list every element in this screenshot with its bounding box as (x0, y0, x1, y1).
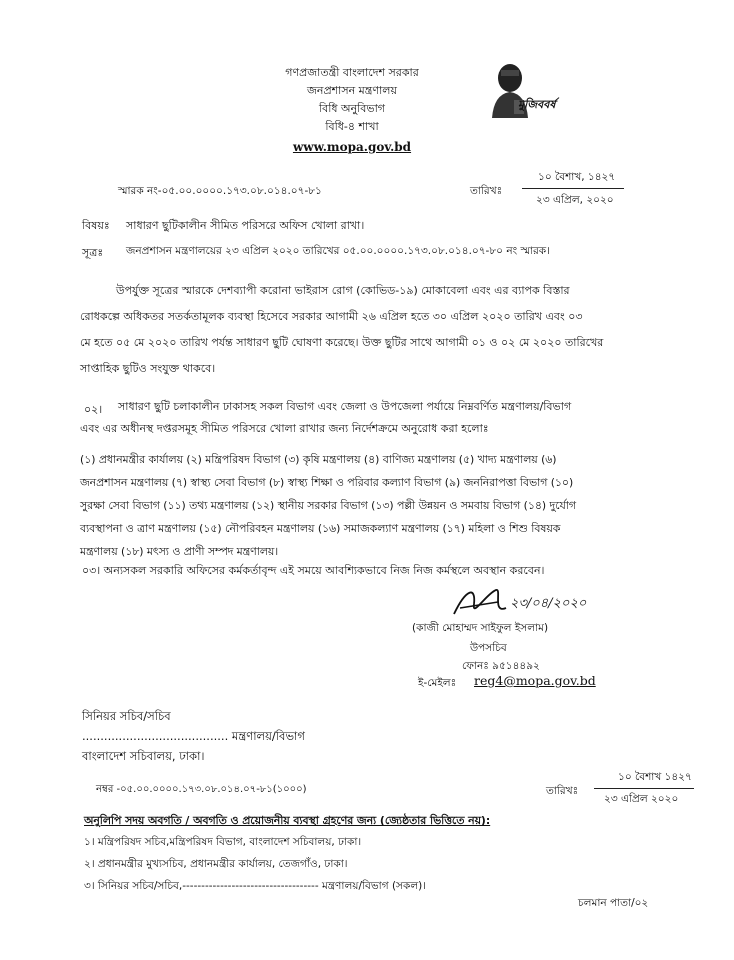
signatory-phone: ফোনঃ ৯৫১৪৪৯২ (462, 660, 540, 672)
paragraph-1-line: রোধকল্পে অধিকতর সতর্কতামূলক ব্যবস্থা হিসেবে সরকার আগামী ২৬ এপ্রিল হতে ৩০ এপ্রিল ২০২০ তারিখ এবং ০৩ (80, 310, 583, 323)
ministry-list-line: ব্যবস্থাপনা ও ত্রাণ মন্ত্রণালয় (১৫) নৌপরিবহন মন্ত্রণালয় (১৬) সমাজকল্যাণ মন্ত্রণালয় (১৭) মহিলা ও শিশু বিষয়ক (80, 522, 561, 535)
paragraph-2-cont (80, 418, 650, 440)
paragraph-1-line: উপর্যুক্ত সূত্রের স্মারকে দেশব্যাপী করোনা ভাইরাস রোগ (কোভিড-১৯) মোকাবেলা এবং এর ব্যাপক বিস্তার (116, 284, 570, 297)
reference-text: জনপ্রশাসন মন্ত্রণালয়ের ২৩ এপ্রিল ২০২০ তারিখের ০৫.০০.০০০০.১৭৩.০৮.০১৪.০৭-৮০ নং স্মারক। (126, 245, 550, 257)
memo2-date-english: ২৩ এপ্রিল ২০২০ (604, 793, 679, 805)
ministry-list-line: সুরক্ষা সেবা বিভাগ (১১) তথ্য মন্ত্রণালয় (১২) স্থানীয় সরকার বিভাগ (১৩) পল্লী উন্নয়ন ও সমবায় বিভাগ (১৪) দুর্যোগ (80, 499, 576, 512)
handwritten-signature (446, 584, 616, 624)
signature-date: ২৩/০৪/২০২০ (510, 596, 587, 611)
memo2-date-label: তারিখঃ (546, 785, 579, 797)
memo-ref-number: স্মারক নং-০৫.০০.০০০০.১৭৩.০৮.০১৪.০৭-৮১ (118, 185, 322, 197)
signatory-name: (কাজী মোহাম্মদ সাইফুল ইসলাম) (412, 622, 549, 634)
paragraph-2-line: এবং এর অধীনস্থ দপ্তরসমূহ সীমিত পরিসরে খোলা রাখার জন্য নির্দেশক্রমে অনুরোধ করা হলোঃ (80, 422, 489, 435)
recipient-line-2: ........................................ মন্ত্রণালয়/বিভাগ (82, 729, 305, 743)
date-label: তারিখঃ (470, 185, 503, 197)
header-website[interactable]: www.mopa.gov.bd (292, 140, 412, 154)
signatory-email[interactable]: reg4@mopa.gov.bd (474, 673, 596, 688)
signatory-designation: উপসচিব (470, 642, 507, 654)
paragraph-3: ০৩। অন্যসকল সরকারি অফিসের কর্মকর্তাবৃন্দ এই সময়ে আবশ্যিকভাবে নিজ নিজ কর্মস্থলে অবস্থান করবেন। (82, 564, 545, 577)
signatory-email-label: ই-মেইলঃ (418, 677, 457, 689)
memo2-date-bangla: ১০ বৈশাখ ১৪২৭ (618, 771, 692, 783)
paragraph-1 (80, 278, 650, 382)
ministry-list (80, 448, 650, 563)
logo-lettering: মুজিববর্ষ (518, 98, 556, 111)
ministry-list-line: মন্ত্রণালয় (১৮) মৎস্য ও প্রাণী সম্পদ মন্ত্রণালয়। (80, 545, 279, 558)
memo2-date-divider (594, 788, 694, 789)
paragraph-1-line: সাপ্তাহিক ছুটিও সংযুক্ত থাকবে। (80, 362, 216, 375)
header-branch: বিধি-৪ শাখা (325, 120, 379, 133)
copy-item: ২। প্রধানমন্ত্রীর মুখ্যসচিব, প্রধানমন্ত্রীর কার্যালয়, তেজগাঁও, ঢাকা। (84, 858, 348, 870)
ministry-list-line: (১) প্রধানমন্ত্রীর কার্যালয় (২) মন্ত্রিপরিষদ বিভাগ (৩) কৃষি মন্ত্রণালয় (৪) বাণিজ্য মন্ত্রণালয় (৫) খাদ্য মন্ত্রণালয় (৬) (80, 453, 557, 466)
subject-text: সাধারণ ছুটিকালীন সীমিত পরিসরে অফিস খোলা রাখা। (126, 219, 365, 232)
date-divider (522, 188, 624, 189)
recipient-line-3: বাংলাদেশ সচিবালয়, ঢাকা। (82, 749, 205, 763)
date-bangla: ১০ বৈশাখ, ১৪২৭ (538, 171, 616, 183)
copy-heading: অনুলিপি সদয় অবগতি / অবগতি ও প্রয়োজনীয় ব্যবস্থা গ্রহণের জন্য (জ্যেষ্ঠতার ভিত্তিতে নয়): (84, 814, 491, 827)
header-ministry: জনপ্রশাসন মন্ত্রণালয় (307, 84, 397, 97)
reference-label: সূত্রঃ (82, 246, 104, 259)
date-english: ২৩ এপ্রিল, ২০২০ (536, 194, 614, 206)
continued-page-note: চলমান পাতা/০২ (578, 897, 649, 909)
paragraph-2-number: ০২। (84, 403, 103, 416)
paragraph-1-line: মে হতে ০৫ মে ২০২০ তারিখ পর্যন্ত সাধারণ ছুটি ঘোষণা করেছে। উক্ত ছুটির সাথে আগামী ০১ ও ০২ মে ২০২০ তারিখের (80, 336, 604, 349)
memo2-ref-number: নম্বর -০৫.০০.০০০০.১৭৩.০৮.০১৪.০৭-৮১(১০০০) (96, 784, 307, 795)
header-line-1: গণপ্রজাতন্ত্রী বাংলাদেশ সরকার (285, 66, 419, 79)
copy-item: ১। মন্ত্রিপরিষদ সচিব,মন্ত্রিপরিষদ বিভাগ, বাংলাদেশ সচিবালয়, ঢাকা। (84, 836, 362, 848)
subject-label: বিষয়ঃ (82, 219, 110, 232)
paragraph-2-line: সাধারণ ছুটি চলাকালীন ঢাকাসহ সকল বিভাগ এবং জেলা ও উপজেলা পর্যায়ে নিম্নবর্ণিত মন্ত্রণালয়/বিভাগ (118, 400, 572, 413)
header-division: বিধি অনুবিভাগ (318, 102, 386, 115)
mujib-borsho-logo (484, 58, 564, 120)
paragraph-2 (118, 396, 650, 418)
recipient-line-1: সিনিয়র সচিব/সচিব (82, 709, 171, 723)
copy-item: ৩। সিনিয়র সচিব/সচিব,------------------------------------ মন্ত্রণালয়/বিভাগ (সকল)। (84, 880, 426, 892)
ministry-list-line: জনপ্রশাসন মন্ত্রণালয় (৭) স্বাস্থ্য সেবা বিভাগ (৮) স্বাস্থ্য শিক্ষা ও পরিবার কল্যাণ বিভাগ (৯) জননিরাপত্তা বিভাগ (১০) (80, 476, 574, 489)
